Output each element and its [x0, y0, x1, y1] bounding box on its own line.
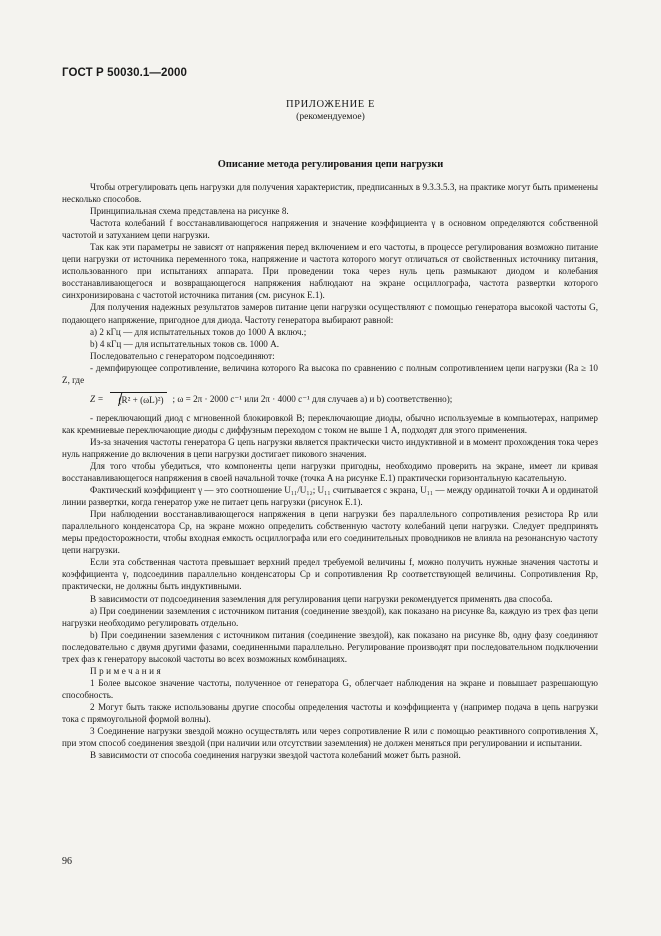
paragraph: Для получения надежных результатов замеров питание цепи нагрузки осуществляют с помощью генератора высокой частоты G, подающего напряжение, пригодное для диода. Частоту генератора выбирают равной: — [62, 302, 598, 325]
note: 1 Более высокое значение частоты, полученное от генератора G, облегчает наблюдения на экране и повышает разрешающую способность. — [62, 677, 598, 700]
formula-radical — [110, 392, 167, 406]
paragraph: Так как эти параметры не зависят от напряжения перед включением и его частоты, в процессе регулирования возможно питание цепи нагрузки от источника переменного тока, напряжение и частота которого могут отличаться от свойственных источнику питания, использованного при испытаниях аппарата. При проведении тока через нуль цепь размыкают диодом и колебания восстанавливающегося и возвращающегося напряжения наблюдают на экране осциллографа, частота развертки которого синхронизирована с частотой источника питания (см. рисунок Е.1). — [62, 242, 598, 301]
section-title: Описание метода регулирования цепи нагрузки — [217, 159, 444, 170]
note: 3 Соединение нагрузки звездой можно осуществлять или через сопротивление R или с помощью реактивного сопротивления X, при этом способ соединения звездой (при наличии или отсутствии заземления) не должен меняться при регулировании и испытании. — [62, 726, 598, 749]
paragraph: Для того чтобы убедиться, что компоненты цепи нагрузки пригодны, необходимо проверить на экране, имеет ли кривая восстанавливающегося напряжения в своей начальной точке (точка A на рисунке Е.1) практически горизонтальную касательную. — [62, 460, 598, 484]
formula-omega: ; ω = 2π · 2000 с⁻¹ или 2π · 4000 с⁻¹ для случаев а) и b) соответственно); — [172, 393, 453, 404]
paragraph: При наблюдении восстанавливающегося напряжения в цепи нагрузки без параллельного сопротивления резистора Rp или параллельного конденсатора Cp, на экране можно определить собственную частоту колебаний цепи нагрузки. Следует предпринять меры предосторожности, чтобы входная емкость осциллографа или его соединительных проводников не влияла на резонансную частоту цепи нагрузки. — [62, 509, 598, 556]
list-item: а) При соединении заземления с источником питания (соединение звездой), как показано на рисунке 8а, каждую из трех фаз цепи нагрузки необходимо регулировать отдельно. — [62, 605, 598, 628]
document-code: ГОСТ Р 50030.1—2000 — [62, 67, 187, 79]
paragraph: Частота колебаний f восстанавливающегося напряжения и значение коэффициента γ в основном определяются собственной частотой и затуханием цепи нагрузки. — [62, 218, 598, 241]
list-item: - демпфирующее сопротивление, величина которого Ra высока по сравнению с полным сопротивлением цепи нагрузки (Ra ≥ 10 Z, где — [62, 362, 598, 385]
list-item: - переключающий диод с мгновенной блокировкой B; переключающие диоды, обычно используемые в компьютерах, например как кремниевые переключающие диоды с диффузным переходом с током не выше 1 А, подходят для этого применения. — [62, 412, 598, 435]
formula-radicand: (R² + (ωL)²) — [118, 394, 164, 405]
body-text — [62, 181, 598, 761]
paragraph: Чтобы отрегулировать цепь нагрузки для получения характеристик, предписанных в 9.3.3.5.3, на практике могут быть применены несколько способов. — [62, 182, 598, 205]
notes-title: Примечания — [90, 665, 164, 676]
paragraph: Фактический коэффициент γ — это соотношение U₁₁/U₁₂; U₁₁ считывается с экрана, U₁₁ — между ординатой точки A и ординатой линии развертки, когда генератор уже не питает цепь нагрузки (рисунок Е.1). — [62, 485, 598, 508]
list-item: b) При соединении заземления с источником питания (соединение звездой), как показано на рисунке 8b, одну фазу соединяют последовательно с двумя другими фазами, соединенными параллельно. Регулирование производят при последовательном подключении трех фаз к генератору высокой частоты во всех возможных комбинациях. — [62, 629, 598, 664]
page-number: 96 — [62, 856, 72, 867]
paragraph: Последовательно с генератором подсоединяют: — [90, 350, 275, 361]
list-item: b) 4 кГц — для испытательных токов св. 1000 А. — [90, 338, 280, 349]
paragraph: Если эта собственная частота превышает верхний предел требуемой величины f, можно получить нужные значения частоты и коэффициента γ, подсоединив параллельно конденсаторы Cp и сопротивления Rp соответствующей величины. Сопротивления Rp, практически, не должны быть индуктивными. — [62, 557, 598, 592]
list-item: а) 2 кГц — для испытательных токов до 1000 А включ.; — [90, 326, 307, 337]
formula-lhs: Z = — [90, 393, 104, 404]
note: 2 Могут быть также использованы другие способы определения частоты и коэффициента γ (например подача в цепь нагрузки тока с прямоугольной формой волны). — [62, 701, 598, 724]
appendix-subtitle: (рекомендуемое) — [296, 111, 365, 122]
impedance-formula — [90, 388, 598, 410]
paragraph: В зависимости от способа соединения нагрузки звездой частота колебаний может быть разной. — [90, 750, 461, 761]
appendix-title: ПРИЛОЖЕНИЕ Е — [285, 99, 376, 110]
paragraph: Принципиальная схема представлена на рисунке 8. — [90, 206, 289, 217]
paragraph: В зависимости от подсоединения заземления для регулирования цепи нагрузки рекомендуется применять два способа. — [90, 593, 553, 604]
paragraph: Из-за значения частоты генератора G цепь нагрузки является практически чисто индуктивной и в момент прохождения тока через нуль напряжение до включения в цепи нагрузки достигает пикового значения. — [62, 436, 598, 459]
